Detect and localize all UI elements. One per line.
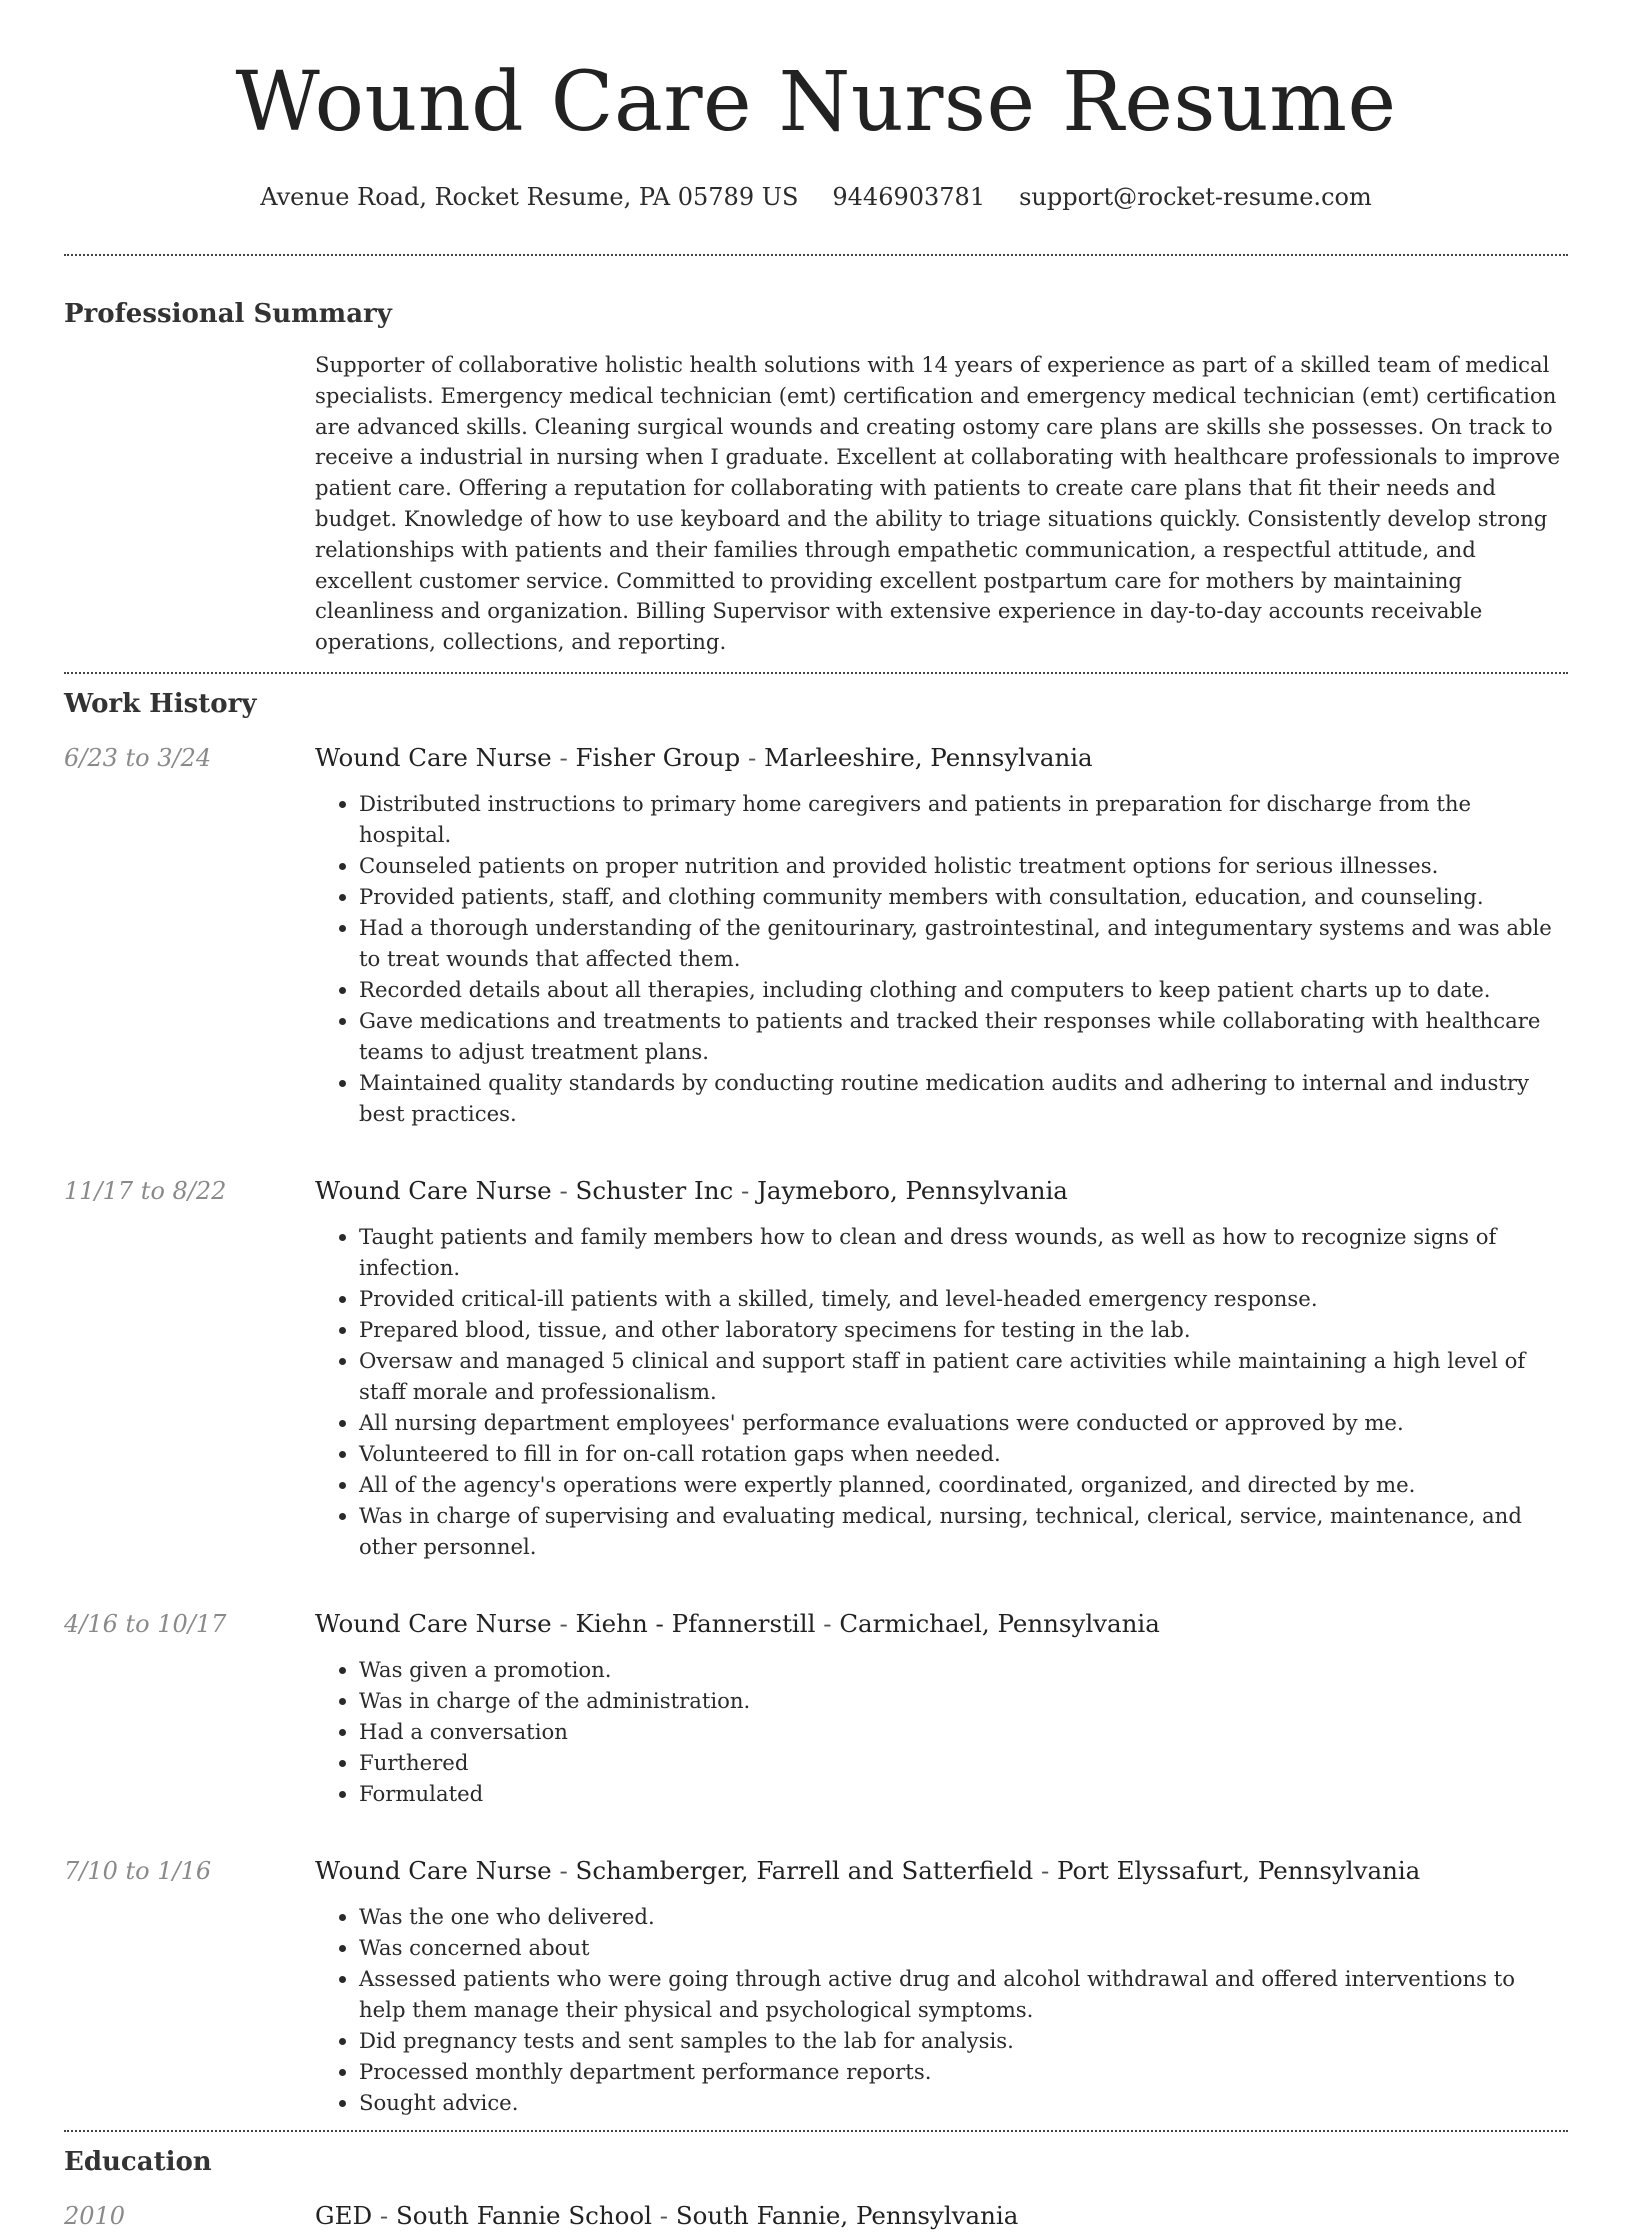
job-entry bbox=[64, 1853, 1568, 2130]
job-bullet: • Provided patients, staff, and clothing community members with consultation, education, and counseling. bbox=[359, 881, 1568, 912]
job-role: Wound Care Nurse bbox=[315, 1608, 552, 1638]
job-company: Schuster Inc bbox=[575, 1175, 734, 1205]
job-bullets bbox=[315, 1221, 1568, 1562]
resume-title: Wound Care Nurse Resume bbox=[235, 55, 1397, 150]
job-bullet: • Distributed instructions to primary home caregivers and patients in preparation for discharge from the hospital. bbox=[359, 788, 1568, 850]
education-location: South Fannie, Pennsylvania bbox=[675, 2200, 1019, 2230]
job-bullet: • Gave medications and treatments to patients and tracked their responses while collaborating with healthcare teams to adjust treatment plans. bbox=[359, 1005, 1568, 1067]
job-title-line: Wound Care Nurse - Schuster Inc - Jaymeboro, Pennsylvania bbox=[315, 1175, 1068, 1205]
job-bullet: • Had a thorough understanding of the genitourinary, gastrointestinal, and integumentary systems and was able to treat wounds that affected them. bbox=[359, 912, 1568, 974]
education-body bbox=[315, 2198, 1568, 2234]
job-bullet: • Counseled patients on proper nutrition and provided holistic treatment options for serious illnesses. bbox=[359, 850, 1568, 881]
education-title-line: GED - South Fannie School - South Fannie, Pennsylvania bbox=[315, 2200, 1019, 2230]
education-section bbox=[64, 2132, 1568, 2234]
job-bullet: • Did pregnancy tests and sent samples to the lab for analysis. bbox=[359, 2025, 1568, 2056]
job-bullet: • Volunteered to fill in for on-call rotation gaps when needed. bbox=[359, 1438, 1568, 1469]
education-degree: GED bbox=[315, 2200, 373, 2230]
contact-phone: 9446903781 bbox=[832, 183, 986, 211]
contact-address: Avenue Road, Rocket Resume, PA 05789 US bbox=[260, 183, 799, 211]
job-bullet: • Provided critical-ill patients with a skilled, timely, and level-headed emergency response. bbox=[359, 1283, 1568, 1314]
summary-text: Supporter of collaborative holistic health solutions with 14 years of experience as part of a skilled team of medical specialists. Emergency medical technician (emt) certification and emergency medical technician (emt) certification are advanced skills. Cleaning surgical wounds and creating ostomy care plans are skills she possesses. On track to receive a industrial in nursing when I graduate. Excellent at collaborating with healthcare professionals to improve patient care. Offering a reputation for collaborating with patients to create care plans that fit their needs and budget. Knowledge of how to use keyboard and the ability to triage situations quickly. Consistently develop strong relationships with patients and their families through empathetic communication, a respectful attitude, and excellent customer service. Committed to providing excellent postpartum care for mothers by maintaining cleanliness and organization. Billing Supervisor with extensive experience in day-to-day accounts receivable operations, collections, and reporting. bbox=[315, 352, 1561, 655]
job-bullet: • Furthered bbox=[359, 1747, 1568, 1778]
job-bullet: • Processed monthly department performance reports. bbox=[359, 2056, 1568, 2087]
job-entry bbox=[64, 1606, 1568, 1837]
job-entry bbox=[64, 1173, 1568, 1590]
section-title-education: Education bbox=[64, 2146, 212, 2177]
education-entry bbox=[64, 2198, 1568, 2234]
job-bullet: • All of the agency's operations were expertly planned, coordinated, organized, and directed by me. bbox=[359, 1469, 1568, 1500]
job-bullet: • Was concerned about bbox=[359, 1932, 1568, 1963]
job-company: Kiehn - Pfannerstill bbox=[575, 1608, 816, 1638]
job-body bbox=[315, 1606, 1568, 1837]
job-bullet: • All nursing department employees' performance evaluations were conducted or approved by me. bbox=[359, 1407, 1568, 1438]
education-dates: 2010 bbox=[64, 2201, 126, 2230]
job-bullets bbox=[315, 1654, 1568, 1809]
job-location: Jaymeboro, Pennsylvania bbox=[757, 1175, 1068, 1205]
job-role: Wound Care Nurse bbox=[315, 742, 552, 772]
job-dates: 11/17 to 8/22 bbox=[64, 1176, 227, 1205]
job-location: Carmichael, Pennsylvania bbox=[839, 1608, 1160, 1638]
job-body bbox=[315, 1173, 1568, 1590]
job-bullet: • Formulated bbox=[359, 1778, 1568, 1809]
job-role: Wound Care Nurse bbox=[315, 1175, 552, 1205]
job-bullet: • Was the one who delivered. bbox=[359, 1901, 1568, 1932]
section-title-work: Work History bbox=[64, 688, 257, 719]
job-bullet: • Maintained quality standards by conducting routine medication audits and adhering to internal and industry best practices. bbox=[359, 1067, 1568, 1129]
work-history-section bbox=[64, 674, 1568, 2130]
job-dates: 4/16 to 10/17 bbox=[64, 1609, 227, 1638]
job-bullet: • Was given a promotion. bbox=[359, 1654, 1568, 1685]
section-title-summary: Professional Summary bbox=[64, 299, 392, 329]
job-title-line: Wound Care Nurse - Fisher Group - Marleeshire, Pennsylvania bbox=[315, 742, 1093, 772]
job-bullet: • Had a conversation bbox=[359, 1716, 1568, 1747]
job-bullet: • Sought advice. bbox=[359, 2087, 1568, 2118]
job-company: Schamberger, Farrell and Satterfield bbox=[575, 1855, 1034, 1885]
contact-email: support@rocket-resume.com bbox=[1019, 183, 1372, 211]
education-school: South Fannie School bbox=[395, 2200, 652, 2230]
job-company: Fisher Group bbox=[575, 742, 741, 772]
job-bullet: • Assessed patients who were going through active drug and alcohol withdrawal and offered interventions to help them manage their physical and psychological symptoms. bbox=[359, 1963, 1568, 2025]
job-body bbox=[315, 740, 1568, 1157]
job-bullet: • Taught patients and family members how to clean and dress wounds, as well as how to recognize signs of infection. bbox=[359, 1221, 1568, 1283]
job-entry bbox=[64, 740, 1568, 1157]
job-role: Wound Care Nurse bbox=[315, 1855, 552, 1885]
contact-line bbox=[64, 180, 1568, 214]
job-bullet: • Oversaw and managed 5 clinical and support staff in patient care activities while maintaining a high level of staff morale and professionalism. bbox=[359, 1345, 1568, 1407]
job-dates: 7/10 to 1/16 bbox=[64, 1856, 212, 1885]
job-title-line: Wound Care Nurse - Kiehn - Pfannerstill - Carmichael, Pennsylvania bbox=[315, 1608, 1160, 1638]
job-bullet: • Prepared blood, tissue, and other laboratory specimens for testing in the lab. bbox=[359, 1314, 1568, 1345]
job-bullets bbox=[315, 1901, 1568, 2118]
job-location: Port Elyssafurt, Pennsylvania bbox=[1057, 1855, 1421, 1885]
job-bullet: • Was in charge of the administration. bbox=[359, 1685, 1568, 1716]
job-dates: 6/23 to 3/24 bbox=[64, 743, 212, 772]
job-body bbox=[315, 1853, 1568, 2130]
job-location: Marleeshire, Pennsylvania bbox=[764, 742, 1093, 772]
professional-summary-section bbox=[64, 256, 1568, 672]
job-bullet: • Was in charge of supervising and evaluating medical, nursing, technical, clerical, service, maintenance, and other personnel. bbox=[359, 1500, 1568, 1562]
resume-header bbox=[64, 0, 1568, 214]
job-bullets bbox=[315, 788, 1568, 1129]
job-bullet: • Recorded details about all therapies, including clothing and computers to keep patient charts up to date. bbox=[359, 974, 1568, 1005]
job-title-line: Wound Care Nurse - Schamberger, Farrell and Satterfield - Port Elyssafurt, Pennsylvania bbox=[315, 1855, 1421, 1885]
